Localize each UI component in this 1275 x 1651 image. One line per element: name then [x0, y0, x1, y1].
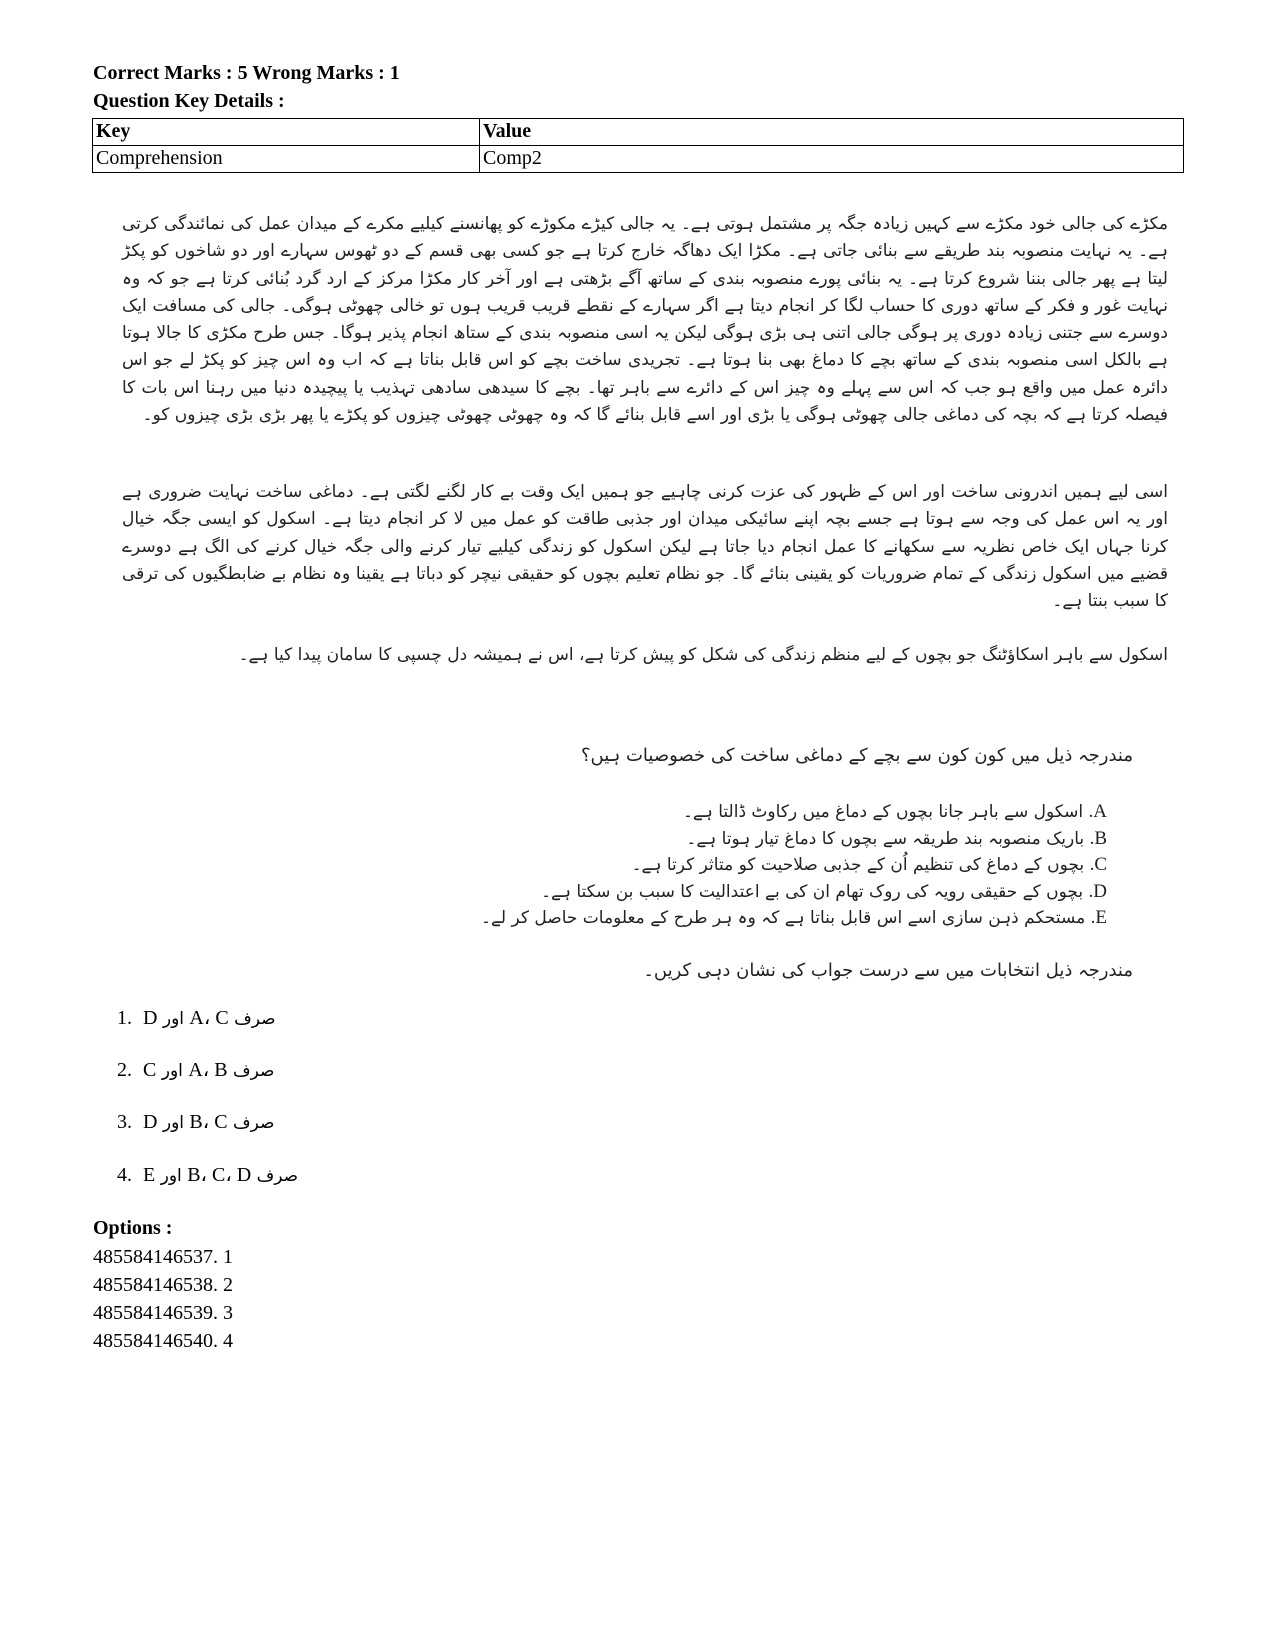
choice-prefix: صرف: [256, 1166, 299, 1186]
option-id-3: 485584146539. 3: [93, 1302, 233, 1324]
choice-text: [143, 1003, 276, 1034]
statement-d: [387, 879, 1107, 906]
choice-prefix: صرف: [232, 1061, 275, 1081]
choice-number: 2.: [117, 1059, 132, 1081]
marks-info: Correct Marks : 5 Wrong Marks : 1: [93, 62, 400, 84]
header-key: Key: [93, 119, 480, 146]
statement-letter: A.: [1088, 801, 1107, 822]
choice-last-letter: C: [143, 1059, 157, 1081]
answer-choice-1[interactable]: [117, 1003, 276, 1033]
choice-letters: B، C، D: [187, 1164, 252, 1186]
statement-text: بچوں کے حقیقی رویہ کی روک تھام ان کی بے اعتدالیت کا سبب بن سکتا ہے۔: [541, 881, 1084, 902]
choice-last-letter: D: [143, 1111, 158, 1133]
statement-text: اسکول سے باہر جانا بچوں کے دماغ میں رکاوٹ ڈالتا ہے۔: [682, 802, 1084, 822]
choice-text: [143, 1160, 298, 1191]
question-text: مندرجہ ذیل میں کون کون سے بچے کے دماغی ساخت کی خصوصیات ہیں؟: [581, 745, 1133, 766]
passage-paragraph-2: اسی لیے ہمیں اندرونی ساخت اور اس کے ظہور کی عزت کرنی چاہیے جو ہمیں ایک وقت بے کار لگنے لگتی ہے۔ دماغی ساخت نہایت ضروری ہے اور یہ اس عمل کی وجہ سے ہوتا ہے جسے بچہ اپنے سائیکی میدان اور جذبی طاقت کو عمل میں لا کر انجام دیتا ہے۔ اسکول کو ایسی جگہ خیال کرنا جہاں ایک خاص نظریہ سے سکھانے کا عمل انجام دیا جاتا ہے لیکن اسکول کو زندگی کیلیے تیار کرنے والی جگہ خیال کرنے کی الگ ہے دوسرے قضیے میں اسکول زندگی کے تمام ضروریات کو یقینی بنائے گا۔ جو نظام تعلیم بچوں کو حقیقی نیچر کو دباتا ہے یقینا وہ نظام بے ضابطگیوں کی ترقی کا سبب بنتا ہے۔: [122, 482, 1168, 612]
choice-prefix: صرف: [232, 1113, 275, 1133]
statement-text: بچوں کے دماغ کی تنظیم اُن کے جذبی صلاحیت کو متاثر کرتا ہے۔: [631, 855, 1085, 875]
option-id-2: 485584146538. 2: [93, 1274, 233, 1296]
choice-text: [143, 1107, 274, 1138]
choice-conjunction: اور: [160, 1166, 182, 1186]
answer-choice-4[interactable]: [117, 1160, 298, 1190]
options-title: Options :: [93, 1217, 173, 1239]
answer-choice-3[interactable]: [117, 1107, 274, 1137]
choice-number: 1.: [117, 1007, 132, 1029]
table-row: [93, 146, 1184, 173]
statement-letter: B.: [1089, 827, 1107, 849]
key-details-title: Question Key Details :: [93, 90, 285, 112]
statement-b: [387, 826, 1107, 853]
statement-letter: E.: [1090, 907, 1107, 928]
option-id-4: 485584146540. 4: [93, 1330, 233, 1352]
statement-letter: C.: [1089, 854, 1107, 875]
choice-last-letter: E: [143, 1164, 156, 1186]
choice-letters: B، C: [189, 1111, 228, 1133]
key-details-table: [92, 118, 1184, 173]
statement-c: [387, 852, 1107, 879]
answer-choice-2[interactable]: [117, 1055, 274, 1085]
statement-text: مستحکم ذہن سازی اسے اس قابل بناتا ہے کہ وہ ہر طرح کے معلومات حاصل کر لے۔: [481, 908, 1086, 928]
header-value: Value: [480, 119, 1184, 146]
option-id-1: 485584146537. 1: [93, 1246, 233, 1268]
choice-conjunction: اور: [162, 1009, 185, 1029]
choice-conjunction: اور: [162, 1113, 185, 1133]
choice-number: 4.: [117, 1164, 132, 1186]
choice-conjunction: اور: [161, 1061, 183, 1081]
passage-paragraph-1: مکڑے کی جالی خود مکڑے سے کہیں زیادہ جگہ پر مشتمل ہوتی ہے۔ یہ جالی کیڑے مکوڑے کو پھانسنے کیلیے مکرے کے میدان عمل کی نمائندگی کرتی ہے۔ یہ نہایت منصوبہ بند طریقے سے بنائی جاتی ہے۔ مکڑا ایک دھاگہ خارج کرتا ہے جو کسی بھی قسم کے دو ٹھوس سہارے اور دو شاخوں کو پکڑ لیتا ہے پھر جالی بننا شروع کرتا ہے۔ یہ بنائی پورے منصوبہ بندی کے ساتھ آگے بڑھتی ہے اور آخر کار مکڑا مرکز کے ارد گرد بُنائی کرتا ہے جو کہ وہ نہایت غور و فکر کے ساتھ دوری کا حساب لگا کر انجام دیتا ہے اگر سہارے کے نقطے قریب قریب ہوں تو خالی چھوٹی ہوگی۔ جالی کی مسافت ایک دوسرے سے جتنی زیادہ دوری پر ہوگی جالی اتنی ہی بڑی ہوگی لیکن یہ اسی منصوبہ بندی کے ستاھ انجام پذیر ہوگا۔ جس طرح مکڑی کا جالا ہوتا ہے بالکل اسی منصوبہ بندی کے ساتھ بچے کا دماغ بھی بنا ہوتا ہے۔ تجریدی ساخت بچے کو اس قابل بناتا ہے کہ اب وہ اس چیز کو پکڑ لے جو اس دائرہ عمل میں واقع ہو جب کہ اس سے پہلے وہ چیز اس کے دائرے سے باہر تھا۔ بچے کا سیدھی سادھی تہذیب یا پیچیدہ دنیا میں رہنا اس بات کا فیصلہ کرتا ہے کہ بچہ کی دماغی جالی چھوٹی ہوگی یا بڑی اور اسے قابل بنائے گا کہ وہ چھوٹی چھوٹی چیزوں کو پکڑے یا پھر بڑی بڑی چیزوں کو۔: [122, 214, 1168, 426]
statement-text: باریک منصوبہ بند طریقہ سے بچوں کا دماغ تیار ہوتا ہے۔: [686, 828, 1085, 849]
choice-letters: A، B: [188, 1059, 228, 1081]
question-instruction: مندرجہ ذیل انتخابات میں سے درست جواب کی نشان دہی کریں۔: [643, 960, 1133, 981]
choice-text: [143, 1055, 274, 1086]
statement-letter: D.: [1088, 880, 1107, 902]
choice-number: 3.: [117, 1111, 132, 1133]
choice-prefix: صرف: [234, 1009, 276, 1029]
passage-paragraph-3: اسکول سے باہر اسکاؤٹنگ جو بچوں کے لیے منظم زندگی کی شکل کو پیش کرتا ہے، اس نے ہمیشہ دل چسپی کا سامان پیدا کیا ہے۔: [238, 645, 1168, 665]
cell-key: Comprehension: [93, 146, 480, 173]
choice-letters: A، C: [189, 1007, 229, 1029]
table-header-row: [93, 119, 1184, 146]
cell-value: Comp2: [480, 146, 1184, 173]
statement-e: [387, 905, 1107, 932]
statement-a: [387, 799, 1107, 826]
statement-list: [387, 799, 1107, 932]
choice-last-letter: D: [143, 1007, 158, 1029]
